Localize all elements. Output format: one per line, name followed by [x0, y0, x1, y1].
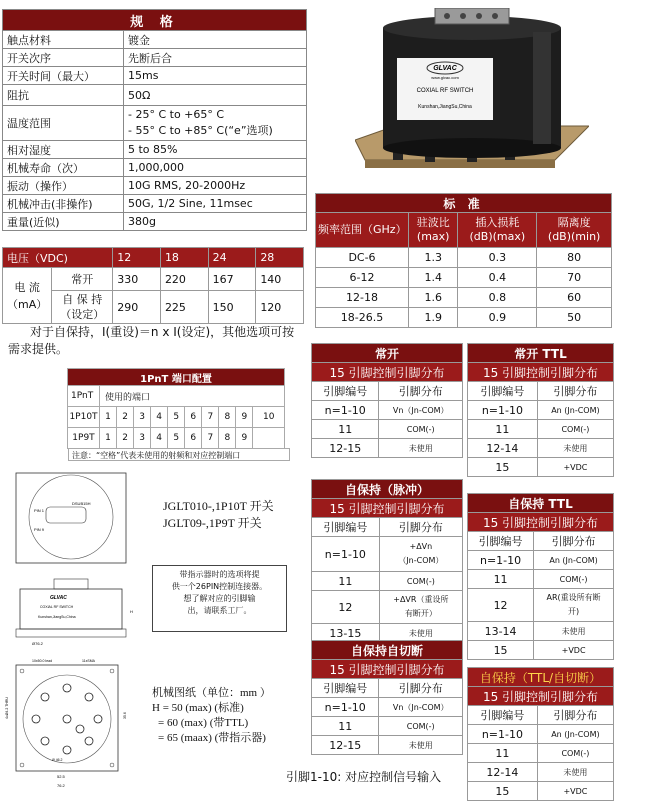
svg-text:76.2: 76.2	[57, 783, 65, 788]
mechanical-notes: 机械图纸（单位：mm ） H = 50 (max) (标准) = 60 (max) (带TTL) = 65 (maax) (带指示器)	[152, 687, 271, 744]
svg-text:10x50.0 lead: 10x50.0 lead	[32, 659, 53, 663]
pin-table-latch-ttl: 自保持 TTL 15 引脚控制引脚分布 引脚编号 引脚分布 n=1-10 An (Jn-COM) 11 COM(-) 12 AR(重设所有断 开) 13-14 未使用 15 +VDC	[467, 493, 614, 660]
table-row: DC-6 1.3 0.3 80	[316, 248, 612, 268]
pin-table-no: 常开 15 引脚控制引脚分布 引脚编号 引脚分布 n=1-10 Vn（Jn-COM） 11 COM(-) 12-15 未使用	[311, 343, 463, 458]
svg-text:11xSMA: 11xSMA	[82, 659, 95, 663]
std-header: 隔离度 (dB)(min)	[537, 213, 612, 248]
spec-table	[2, 9, 307, 231]
port-config-note: 注意：“空格”代表未使用的射频和对应控制端口	[68, 448, 290, 461]
svg-text:GLVAC: GLVAC	[50, 595, 67, 601]
spec-value: 50Ω	[124, 85, 307, 106]
spec-key: 机械冲击(非操作)	[3, 195, 124, 213]
standard-title: 标 准	[316, 194, 612, 213]
svg-text:4xØ4.2 THRU: 4xØ4.2 THRU	[5, 697, 9, 719]
svg-text:COXIAL RF SWITCH: COXIAL RF SWITCH	[40, 605, 74, 609]
spec-value: 1,000,000	[124, 159, 307, 177]
spec-value	[124, 106, 307, 141]
svg-text:Ø 46.2: Ø 46.2	[52, 758, 63, 762]
mechanical-drawing	[2, 469, 148, 791]
spec-value: 镀金	[124, 31, 307, 49]
spec-value: 5 to 85%	[124, 141, 307, 159]
photo-brand: GLVAC	[433, 65, 457, 72]
spec-key: 重量(近似)	[3, 213, 124, 231]
spec-value: 15ms	[124, 67, 307, 85]
temp-range-1: - 25° C to +65° C	[128, 108, 225, 121]
pin-table-latch-cutoff: 自保持自切断 15 引脚控制引脚分布 引脚编号 引脚分布 n=1-10 Vn（Jn-COM） 11 COM(-) 12-15 未使用	[311, 640, 463, 755]
spec-key: 机械寿命（次）	[3, 159, 124, 177]
pin-table-ttl-cutoff: 自保持（TTL/自切断） 15 引脚控制引脚分布 引脚编号 引脚分布 n=1-10 An (Jn-COM) 11 COM(-) 12-14 未使用 15 +VDC	[467, 667, 614, 801]
svg-text:52.5: 52.5	[57, 774, 65, 779]
spec-key: 温度范围	[3, 106, 124, 141]
svg-text:H: H	[130, 609, 133, 614]
product-photo	[355, 8, 589, 170]
voltage-table: 电压（VDC) 12 18 24 28 电 流 （mA） 常开 330 220 167 140 自 保 持 （设定） 290 225 150 120	[2, 247, 304, 324]
port-config-table: 1PnT 端口配置 1PnT 使用的端口 1P10T 1 2 3 4 5 6 7 8 9 10 1P9T 1 2 3 4 5 6 7 8 9	[67, 368, 285, 449]
table-row: 12-18 1.6 0.8 60	[316, 288, 612, 308]
photo-location: Kunshan,JiangSu,China	[418, 104, 472, 110]
spec-key: 开关时间（最大）	[3, 67, 124, 85]
spec-title: 规 格	[3, 10, 307, 31]
voltage-value: 28	[256, 248, 304, 268]
spec-key: 触点材料	[3, 31, 124, 49]
pin-table-no-ttl: 常开 TTL 15 引脚控制引脚分布 引脚编号 引脚分布 n=1-10 An (Jn-COM) 11 COM(-) 12-14 未使用 15 +VDC	[467, 343, 614, 477]
voltage-value: 24	[208, 248, 256, 268]
footer-note: 引脚1-10: 对应控制信号输入	[286, 770, 442, 784]
table-row: 1P10T 1 2 3 4 5 6 7 8 9 10	[68, 407, 285, 428]
voltage-value: 12	[113, 248, 161, 268]
standard-table	[315, 193, 612, 328]
table-row: 1P9T 1 2 3 4 5 6 7 8 9	[68, 428, 285, 449]
voltage-value: 18	[160, 248, 208, 268]
photo-url: www.glvac.com	[431, 75, 459, 80]
voltage-label: 电压（VDC)	[3, 248, 113, 268]
svg-text:Kunshan,JiangSu,China: Kunshan,JiangSu,China	[38, 615, 76, 619]
spec-key: 振动（操作）	[3, 177, 124, 195]
row-label: 自 保 持 （设定）	[52, 291, 113, 324]
spec-value: 10G RMS, 20-2000Hz	[124, 177, 307, 195]
svg-text:35.6: 35.6	[123, 712, 127, 719]
table-row: 18-26.5 1.9 0.9 50	[316, 308, 612, 328]
current-note: 对于自保持，I(重设)＝n x I(设定)，其他选项可按需求提供。	[8, 325, 295, 356]
svg-text:DSUB15H: DSUB15H	[72, 501, 91, 506]
std-header: 插入损耗 (dB)(max)	[458, 213, 537, 248]
spec-key: 相对湿度	[3, 141, 124, 159]
indicator-note: 带指示器时的选项将提 供一个26PIN控制连接器。 想了解对应的引脚输 出，请联系工厂。	[152, 565, 287, 632]
pin-table-latch: 自保持（脉冲） 15 引脚控制引脚分布 引脚编号 引脚分布 n=1-10 +ΔVn （Jn-COM） 11 COM(-) 12 +ΔVR（重设所 有断开） 13-15 未使用	[311, 479, 463, 643]
model-list: JGLT010-,1P10T 开关 JGLT09-,1P9T 开关	[163, 499, 274, 530]
std-header: 频率范围（GHz）	[316, 213, 409, 248]
table-row: 6-12 1.4 0.4 70	[316, 268, 612, 288]
svg-text:Ø76.2: Ø76.2	[32, 641, 43, 646]
spec-key: 阻抗	[3, 85, 124, 106]
spec-value: 380g	[124, 213, 307, 231]
current-label: 电 流 （mA）	[3, 268, 52, 324]
spec-key: 开关次序	[3, 49, 124, 67]
svg-text:PIN 9: PIN 9	[34, 527, 45, 532]
spec-value: 先断后合	[124, 49, 307, 67]
std-header: 驻波比 (max)	[409, 213, 458, 248]
spec-value: 50G, 1/2 Sine, 11msec	[124, 195, 307, 213]
port-config-title: 1PnT 端口配置	[68, 369, 285, 386]
photo-product: COXIAL RF SWITCH	[416, 88, 474, 94]
svg-text:PIN 1: PIN 1	[34, 508, 45, 513]
row-label: 常开	[52, 268, 113, 291]
temp-range-2: - 55° C to +85° C(“e”选项)	[128, 124, 273, 137]
